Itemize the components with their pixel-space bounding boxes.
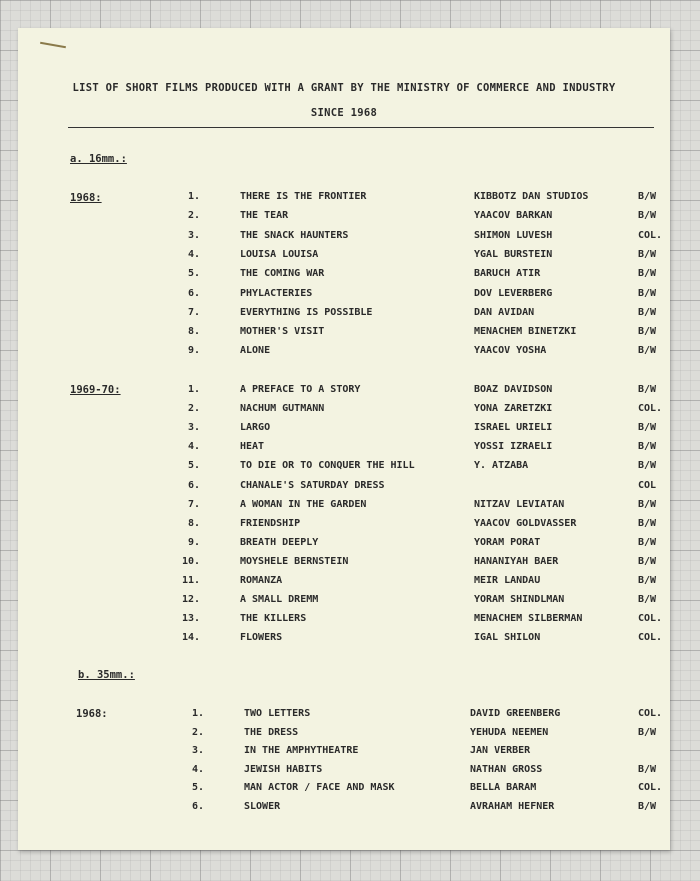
film-director: YAACOV BARKAN <box>474 210 553 222</box>
film-format: COL. <box>638 229 663 241</box>
film-number: 4. <box>191 763 204 775</box>
film-number: 2. <box>187 210 200 222</box>
film-row <box>18 403 670 417</box>
film-row <box>18 288 670 302</box>
film-row <box>18 556 670 570</box>
film-row <box>18 191 670 205</box>
film-format: B/W <box>638 498 657 510</box>
film-number: 4. <box>187 441 200 453</box>
film-director: YORAM PORAT <box>474 536 541 548</box>
year-label-1968-35mm: 1968: <box>76 708 108 720</box>
film-director: BELLA BARAM <box>470 782 537 794</box>
film-format: B/W <box>638 763 657 775</box>
film-number: 8. <box>187 326 200 338</box>
document-subtitle: SINCE 1968 <box>310 107 378 119</box>
film-number: 3. <box>187 422 200 434</box>
film-format: B/W <box>638 460 657 472</box>
film-title: FLOWERS <box>240 632 283 644</box>
film-title: TO DIE OR TO CONQUER THE HILL <box>240 460 415 472</box>
section-label-35mm: b. 35mm.: <box>78 669 135 681</box>
film-number: 9. <box>187 345 200 357</box>
film-format: B/W <box>638 345 657 357</box>
film-format: B/W <box>638 575 657 586</box>
film-title: HEAT <box>240 441 265 453</box>
film-format: B/W <box>638 517 657 529</box>
film-director: HANANIYAH BAER <box>474 555 559 567</box>
film-number: 5. <box>187 460 200 472</box>
film-format: B/W <box>638 287 657 299</box>
film-title: THE COMING WAR <box>240 268 325 280</box>
film-title: THERE IS THE FRONTIER <box>240 191 367 202</box>
film-format: COL. <box>638 708 663 719</box>
film-row <box>18 745 670 759</box>
film-row <box>18 249 670 263</box>
film-director: YORAM SHINDLMAN <box>474 594 565 606</box>
film-title: MAN ACTOR / FACE AND MASK <box>244 782 395 794</box>
film-title: TWO LETTERS <box>244 708 311 719</box>
film-title: ALONE <box>240 345 271 357</box>
film-director: BOAZ DAVIDSON <box>474 384 553 395</box>
film-row <box>18 384 670 398</box>
header-rule <box>68 127 654 128</box>
film-director: Y. ATZABA <box>474 460 529 472</box>
film-row <box>18 782 670 796</box>
film-number: 4. <box>187 248 200 260</box>
film-row <box>18 345 670 359</box>
film-director: DAN AVIDAN <box>474 306 535 318</box>
document-page <box>18 28 670 850</box>
film-number: 3. <box>187 229 200 241</box>
film-row <box>18 613 670 627</box>
film-title: THE DRESS <box>244 726 299 738</box>
film-format: B/W <box>638 536 657 548</box>
film-row <box>18 708 670 722</box>
film-title: A WOMAN IN THE GARDEN <box>240 498 367 510</box>
paper-mark <box>40 42 66 48</box>
film-format: B/W <box>638 306 657 318</box>
film-number: 1. <box>187 191 200 202</box>
film-number: 6. <box>187 287 200 299</box>
film-director: DAVID GREENBERG <box>470 708 561 719</box>
film-number: 6. <box>191 801 204 812</box>
film-row <box>18 480 670 494</box>
film-director: YGAL BURSTEIN <box>474 248 553 260</box>
film-director: YOSSI IZRAELI <box>474 441 553 453</box>
film-number: 9. <box>187 536 200 548</box>
film-format: B/W <box>638 248 657 260</box>
film-format: B/W <box>638 594 657 606</box>
film-number: 1. <box>191 708 204 719</box>
film-format: B/W <box>638 801 657 812</box>
film-row <box>18 230 670 244</box>
year-label-1969-70: 1969-70: <box>70 384 121 396</box>
film-number: 5. <box>187 268 200 280</box>
film-title: ROMANZA <box>240 575 283 586</box>
film-director: JAN VERBER <box>470 745 531 757</box>
film-format: B/W <box>638 422 657 434</box>
film-number: 2. <box>187 403 200 415</box>
section-label-16mm: a. 16mm.: <box>70 153 127 165</box>
film-number: 13. <box>181 613 200 625</box>
film-title: CHANALE'S SATURDAY DRESS <box>240 479 385 491</box>
film-title: BREATH DEEPLY <box>240 536 319 548</box>
film-director: ISRAEL URIELI <box>474 422 553 434</box>
film-format: B/W <box>638 726 657 738</box>
document-title: LIST OF SHORT FILMS PRODUCED WITH A GRANT BY THE MINISTRY OF COMMERCE AND INDUSTRY <box>72 82 616 94</box>
film-number: 2. <box>191 726 204 738</box>
film-director: KIBBOTZ DAN STUDIOS <box>474 191 589 202</box>
film-row <box>18 764 670 778</box>
film-director: MEIR LANDAU <box>474 575 541 586</box>
film-format: COL. <box>638 613 663 625</box>
film-format: COL. <box>638 782 663 794</box>
film-row <box>18 594 670 608</box>
film-director: NITZAV LEVIATAN <box>474 498 565 510</box>
film-number: 14. <box>181 632 200 644</box>
film-title: THE KILLERS <box>240 613 307 625</box>
film-director: YAACOV YOSHA <box>474 345 547 357</box>
film-row <box>18 575 670 589</box>
film-format: B/W <box>638 384 657 395</box>
film-row <box>18 460 670 474</box>
film-title: EVERYTHING IS POSSIBLE <box>240 306 373 318</box>
film-title: IN THE AMPHYTHEATRE <box>244 745 359 757</box>
film-director: BARUCH ATIR <box>474 268 541 280</box>
film-title: PHYLACTERIES <box>240 287 313 299</box>
film-title: THE SNACK HAUNTERS <box>240 229 349 241</box>
film-number: 12. <box>181 594 200 606</box>
film-title: MOTHER'S VISIT <box>240 326 325 338</box>
film-director: YEHUDA NEEMEN <box>470 726 549 738</box>
film-number: 6. <box>187 479 200 491</box>
year-label-1968-16mm: 1968: <box>70 192 102 204</box>
film-row <box>18 727 670 741</box>
film-director: AVRAHAM HEFNER <box>470 801 555 812</box>
film-director: MENACHEM BINETZKI <box>474 326 577 338</box>
film-row <box>18 326 670 340</box>
film-title: THE TEAR <box>240 210 289 222</box>
film-row <box>18 518 670 532</box>
film-format: B/W <box>638 441 657 453</box>
film-director: IGAL SHILON <box>474 632 541 644</box>
film-director: MENACHEM SILBERMAN <box>474 613 583 625</box>
film-format: B/W <box>638 326 657 338</box>
film-number: 10. <box>181 555 200 567</box>
film-row <box>18 422 670 436</box>
film-director: NATHAN GROSS <box>470 763 543 775</box>
film-title: SLOWER <box>244 801 281 812</box>
film-format: COL <box>638 479 657 491</box>
film-title: JEWISH HABITS <box>244 763 323 775</box>
film-director: SHIMON LUVESH <box>474 229 553 241</box>
film-row <box>18 801 670 815</box>
film-number: 7. <box>187 498 200 510</box>
film-row <box>18 499 670 513</box>
film-row <box>18 632 670 646</box>
film-title: A SMALL DREMM <box>240 594 319 606</box>
film-number: 8. <box>187 517 200 529</box>
film-format: B/W <box>638 210 657 222</box>
film-row <box>18 537 670 551</box>
film-format: B/W <box>638 268 657 280</box>
film-number: 3. <box>191 745 204 757</box>
film-format: B/W <box>638 555 657 567</box>
film-row <box>18 268 670 282</box>
film-title: LARGO <box>240 422 271 434</box>
film-director: YONA ZARETZKI <box>474 403 553 415</box>
film-director: DOV LEVERBERG <box>474 287 553 299</box>
film-row <box>18 441 670 455</box>
film-number: 11. <box>181 575 200 586</box>
film-number: 1. <box>187 384 200 395</box>
film-format: COL. <box>638 403 663 415</box>
film-title: LOUISA LOUISA <box>240 248 319 260</box>
film-row <box>18 210 670 224</box>
film-format: COL. <box>638 632 663 644</box>
film-director: YAACOV GOLDVASSER <box>474 517 577 529</box>
film-title: NACHUM GUTMANN <box>240 403 325 415</box>
film-number: 7. <box>187 306 200 318</box>
film-row <box>18 307 670 321</box>
film-title: FRIENDSHIP <box>240 517 301 529</box>
film-title: MOYSHELE BERNSTEIN <box>240 555 349 567</box>
film-format: B/W <box>638 191 657 202</box>
film-title: A PREFACE TO A STORY <box>240 384 361 395</box>
film-number: 5. <box>191 782 204 794</box>
